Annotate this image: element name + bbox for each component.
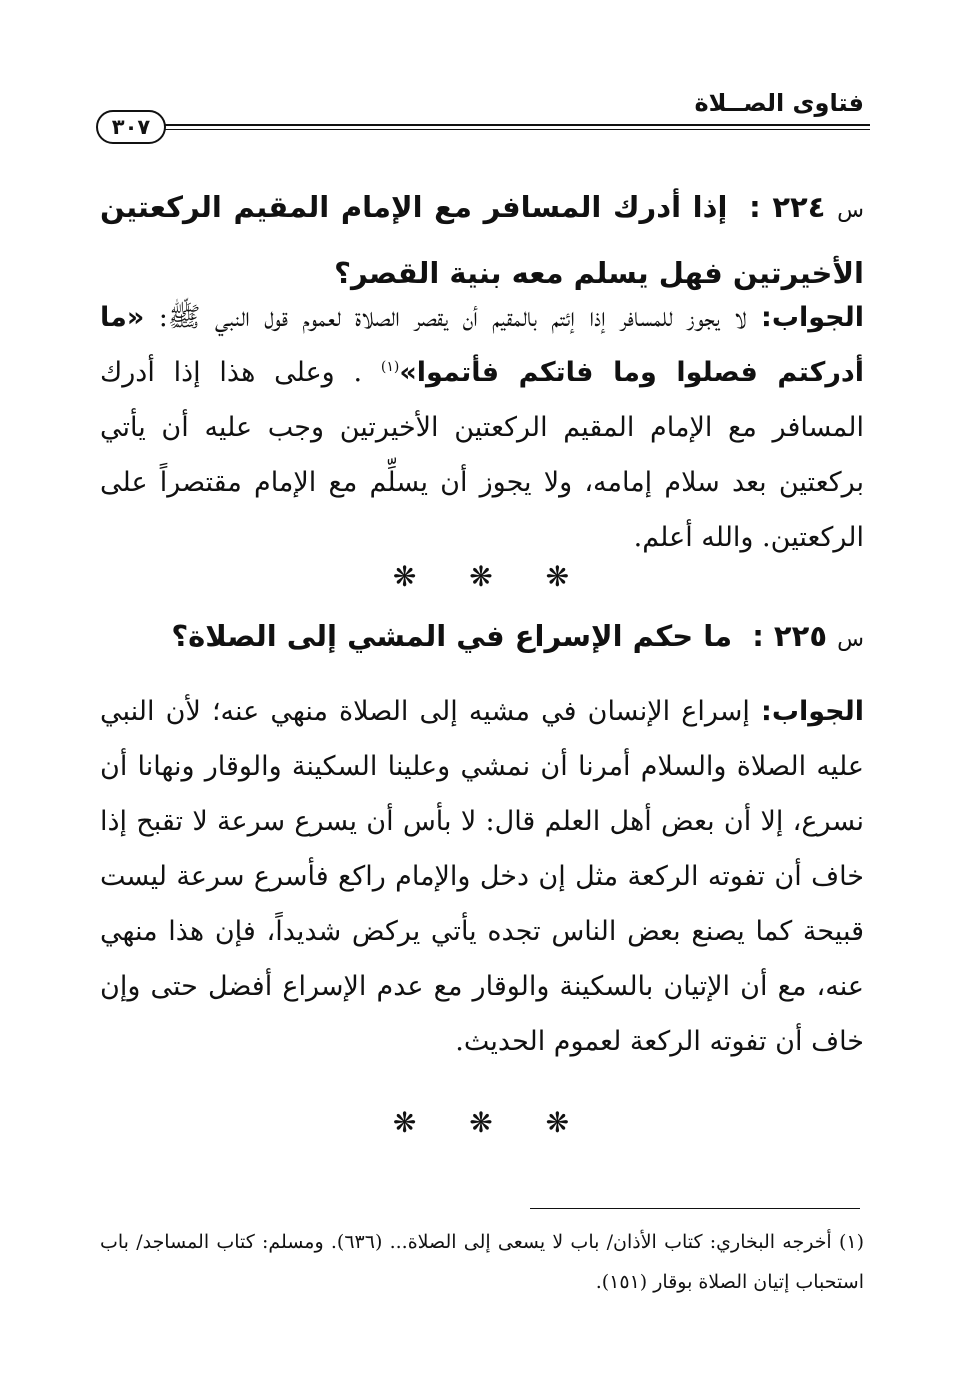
- footnote-reference: (١): [380, 359, 400, 375]
- question-number: ٢٢٥ :: [752, 619, 828, 653]
- asterisk-icon: ❋: [545, 1106, 570, 1139]
- footnote-rule: [530, 1208, 860, 1209]
- asterisk-icon: ❋: [469, 1106, 493, 1139]
- question-text: إذا أدرك المسافر مع الإمام المقيم الركعتين الأخيرتين فهل يسلم معه بنية القصر؟: [100, 190, 864, 290]
- hadith-quote: «ما أدركتم فصلوا وما فاتكم فأتموا»: [100, 302, 864, 388]
- question-225: [100, 605, 864, 671]
- footnote: (١) أخرجه البخاري: كتاب الأذان/ باب لا يسعى إلى الصلاة... (٦٣٦). ومسلم: كتاب المساجد/ باب استحباب إتيان الصلاة بوقار (١٥١).: [100, 1231, 864, 1293]
- answer-label: الجواب:: [761, 696, 864, 727]
- section-separator: [0, 1108, 962, 1138]
- question-mark-icon: س: [837, 198, 864, 223]
- question-mark-icon: س: [837, 627, 864, 652]
- answer-text: لا يجوز للمسافر إذا إئتم بالمقيم أن يقصر الصلاة لعموم قول النبي ﷺ:: [158, 302, 747, 333]
- answer-225: [100, 684, 864, 1069]
- page-number: ٣٠٧: [96, 110, 166, 144]
- running-title: فتاوى الصــلاة: [694, 89, 864, 117]
- asterisk-icon: ❋: [469, 560, 493, 593]
- answer-224: [100, 290, 864, 565]
- question-text: ما حكم الإسراع في المشي إلى الصلاة؟: [171, 619, 733, 653]
- answer-text: إسراع الإنسان في مشيه إلى الصلاة منهي عنه؛ لأن النبي عليه الصلاة والسلام أمرنا أن نمشي وعلينا السكينة والوقار ونهانا أن نسرع، إلا أن بعض أهل العلم قال: لا بأس أن يسرع سرعة لا تقبح إذا خاف أن تفوته الركعة مثل إن دخل والإمام راكع فأسرع سرعة ليست قبيحة كما يصنع بعض الناس تجده يأتي يركض شديداً، فإن هذا منهي عنه، مع أن الإتيان بالسكينة والوقار مع عدم الإسراع أفضل حتى وإن خاف أن تفوته الركعة لعموم الحديث.: [100, 696, 864, 1057]
- answer-text-continued: . وعلى هذا إذا أدرك المسافر مع الإمام المقيم الركعتين الأخيرتين وجب عليه أن يأتي بركعتين بعد سلام إمامه، ولا يجوز أن يسلِّم مع الإمام مقتصراً على الركعتين. والله أعلم.: [100, 357, 864, 553]
- question-224: [100, 176, 864, 304]
- asterisk-icon: ❋: [545, 560, 570, 593]
- section-separator: [0, 562, 962, 592]
- question-number: ٢٢٤ :: [749, 190, 826, 224]
- asterisk-icon: ❋: [392, 560, 417, 593]
- asterisk-icon: ❋: [392, 1106, 417, 1139]
- answer-label: الجواب:: [761, 302, 864, 333]
- header-rule: [160, 124, 870, 130]
